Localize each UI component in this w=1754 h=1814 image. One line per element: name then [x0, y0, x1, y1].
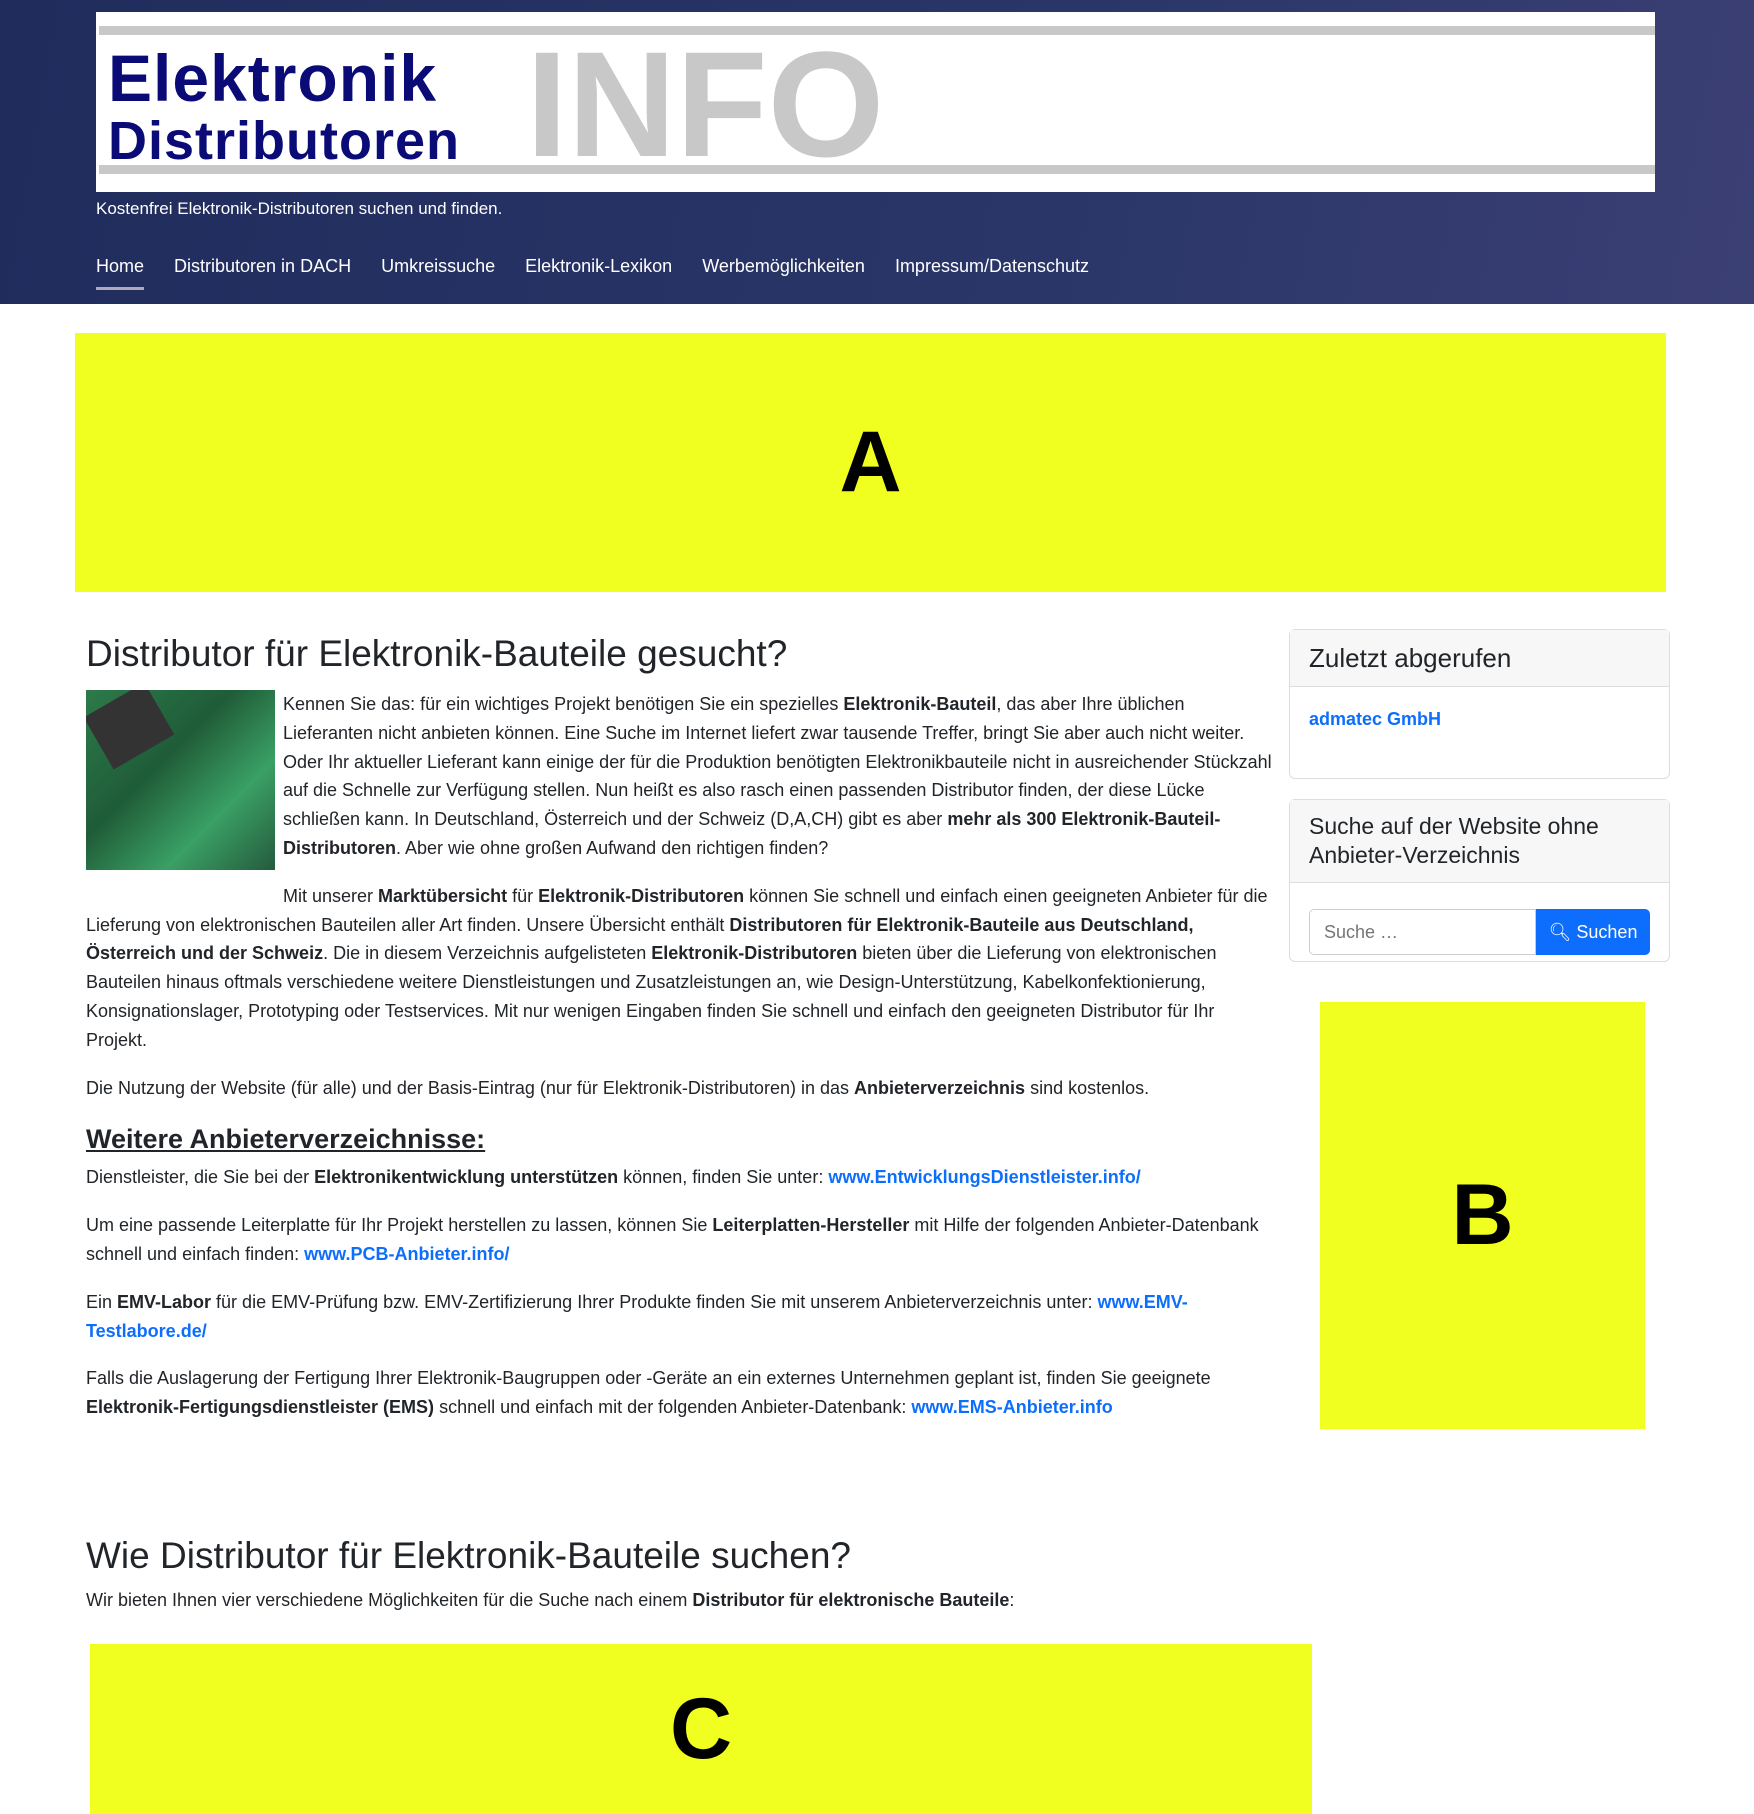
intro-paragraph: Kennen Sie das: für ein wichtiges Projekt benötigen Sie ein spezielles Elektronik-Bauteil, das aber Ihre üblichen Lieferanten nicht anbieten können. Eine Suche im Internet liefert zwar tausende Treffer, bringt Sie aber auch nicht weiter. Oder Ihr aktueller Lieferant kann einige der für die Produktion benötigten Elektronikbauteile nicht in ausreichender Stückzahl auf die Schnelle zur Verfügung stellen. Nun heißt es also rasch einen passenden Distributor finden, der diese Lücke schließen kann. In Deutschland, Österreich und der Schweiz (D,A,CH) gibt es aber mehr als 300 Elektronik-Bauteil-Distributoren. Aber wie ohne großen Aufwand den richtigen finden? — [283, 694, 1272, 858]
nav-werbung[interactable]: Werbemöglichkeiten — [702, 256, 865, 276]
logo-info: INFO — [526, 20, 885, 188]
recent-item-link[interactable]: admatec GmbH — [1309, 709, 1442, 729]
logo-line2: Distributoren — [108, 111, 461, 171]
pcb-link[interactable]: www.PCB-Anbieter.info/ — [304, 1243, 510, 1264]
search-icon: 🔍︎ — [1548, 921, 1572, 942]
search-title: Suche auf der Website ohne Anbieter-Verzeichnis — [1290, 800, 1669, 883]
ad-banner-a[interactable]: A — [75, 333, 1666, 592]
pcb-paragraph: Um eine passende Leiterplatte für Ihr Projekt herstellen zu lassen, können Sie Leiterplatten-Hersteller mit Hilfe der folgenden Anbieter-Datenbank schnell und einfach finden: www.PCB-Anbieter.info/ — [86, 1215, 1259, 1264]
search-input[interactable] — [1309, 909, 1536, 955]
emv-paragraph: Ein EMV-Labor für die EMV-Prüfung bzw. EMV-Zertifizierung Ihrer Produkte finden Sie mit unserem Anbieterverzeichnis unter: www.EMV-Testlabore.de/ — [86, 1291, 1188, 1341]
dev-link[interactable]: www.EntwicklungsDienstleister.info/ — [828, 1167, 1141, 1188]
site-logo[interactable] — [96, 12, 1655, 192]
free-paragraph: Die Nutzung der Website (für alle) und der Basis-Eintrag (nur für Elektronik-Distributoren) in das Anbieterverzeichnis sind kostenlos. — [86, 1077, 1150, 1098]
overview-paragraph: Mit unserer Marktübersicht für Elektronik-Distributoren können Sie schnell und einfach einen geeigneten Anbieter für die Lieferung von elektronischen Bauteilen aller Art finden. Unsere Übersicht enthält Distributoren für Elektronik-Bauteile aus Deutschland, Österreich und der Schweiz. Die in diesem Verzeichnis aufgelisteten Elektronik-Distributoren bieten über die Lieferung von elektronischen Bauteilen hinaus oftmals verschiedene weitere Dienstleistungen und Zusatzleistungen an, wie Design-Unterstützung, Kabelkonfektionierung, Konsignationslager, Prototyping oder Testservices. Mit nur wenigen Eingaben finden Sie schnell und einfach den geeigneten Distributor für Ihr Projekt. — [86, 885, 1268, 1050]
search-methods-section — [86, 1530, 1276, 1634]
main-content — [86, 628, 1276, 1441]
search-button[interactable]: 🔍︎ Suchen — [1536, 909, 1650, 955]
ems-paragraph: Falls die Auslagerung der Fertigung Ihrer Elektronik-Baugruppen oder -Geräte an ein externes Unternehmen geplant ist, finden Sie geeignete Elektronik-Fertigungsdienstleister (EMS) schnell und einfach mit der folgenden Anbieter-Datenbank: www.EMS-Anbieter.info — [86, 1368, 1211, 1418]
ems-link[interactable]: www.EMS-Anbieter.info — [911, 1397, 1113, 1418]
dev-paragraph: Dienstleister, die Sie bei der Elektronikentwicklung unterstützen können, finden Sie unter: www.EntwicklungsDienstleister.info/ — [86, 1167, 1141, 1188]
nav-distributoren[interactable]: Distributoren in DACH — [174, 256, 352, 276]
recent-title: Zuletzt abgerufen — [1290, 630, 1669, 687]
nav-umkreissuche[interactable]: Umkreissuche — [381, 256, 496, 276]
pcb-image — [86, 690, 275, 870]
nav-impressum[interactable]: Impressum/Datenschutz — [894, 256, 1090, 276]
site-header — [0, 0, 1754, 304]
ad-banner-c[interactable]: C — [90, 1644, 1312, 1814]
more-directories-heading: Weitere Anbieterverzeichnisse: — [86, 1124, 486, 1155]
tagline: Kostenfrei Elektronik-Distributoren suchen und finden. — [96, 199, 503, 218]
ad-banner-b[interactable]: B — [1320, 1002, 1645, 1429]
emv-link[interactable]: www.EMV-Testlabore.de/ — [86, 1291, 1188, 1341]
nav-lexikon[interactable]: Elektronik-Lexikon — [525, 256, 673, 276]
section-title: Wie Distributor für Elektronik-Bauteile suchen? — [86, 1535, 851, 1576]
search-card — [1289, 799, 1670, 962]
nav-home[interactable]: Home — [96, 252, 144, 290]
recent-card — [1289, 629, 1670, 779]
options-paragraph: Wir bieten Ihnen vier verschiedene Möglichkeiten für die Suche nach einem Distributor für elektronische Bauteile: — [86, 1590, 1015, 1610]
main-nav — [96, 252, 1089, 290]
logo-line1: Elektronik — [108, 41, 438, 115]
page-title: Distributor für Elektronik-Bauteile gesucht? — [86, 633, 788, 674]
